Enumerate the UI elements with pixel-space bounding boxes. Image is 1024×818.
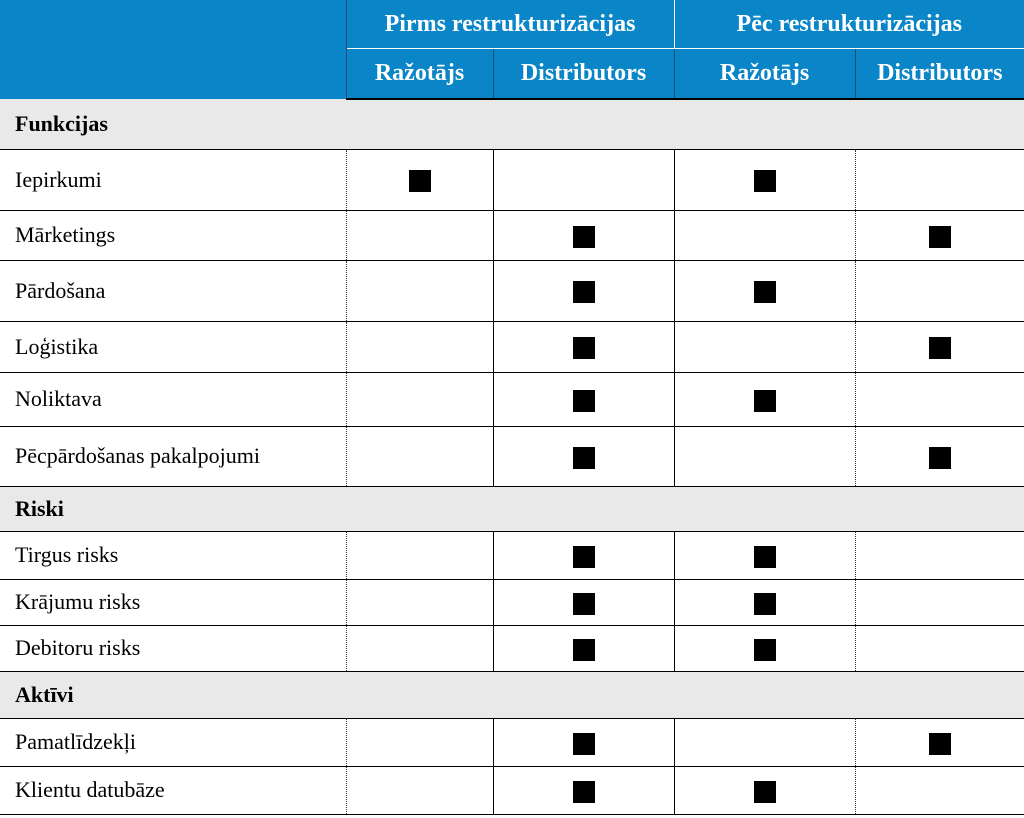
row-label: Klientu datubāze [0,766,346,814]
section-row-assets [0,671,1024,718]
table-row [0,531,1024,579]
section-row-risks [0,486,1024,531]
table-row [0,718,1024,766]
header-group-before: Pirms restrukturizācijas [346,0,674,49]
mark-icon [573,226,595,248]
mark-icon [754,390,776,412]
mark-icon [754,781,776,803]
mark-icon [754,546,776,568]
table-row [0,579,1024,625]
mark-icon [573,337,595,359]
header-before-manufacturer: Ražotājs [346,49,493,100]
table-row [0,149,1024,210]
table-row [0,372,1024,426]
row-label: Loģistika [0,321,346,372]
row-label: Mārketings [0,210,346,260]
mark-icon [754,639,776,661]
header-before-distributor: Distributors [493,49,674,100]
mark-icon [929,226,951,248]
corner-header-cell [0,0,346,99]
mark-icon [754,170,776,192]
mark-icon [754,593,776,615]
row-label: Tirgus risks [0,531,346,579]
mark-icon [573,546,595,568]
mark-icon [573,781,595,803]
mark-icon [929,447,951,469]
mark-icon [929,337,951,359]
table-row [0,625,1024,671]
table-row [0,766,1024,814]
section-title: Riski [0,486,1024,531]
row-label: Pēcpārdošanas pakalpojumi [0,426,346,486]
header-group-after: Pēc restrukturizācijas [674,0,1024,49]
mark-icon [409,170,431,192]
mark-icon [573,281,595,303]
table-row [0,260,1024,321]
row-label: Pamatlīdzekļi [0,718,346,766]
header-after-manufacturer: Ražotājs [674,49,855,100]
mark-icon [929,733,951,755]
table-row [0,426,1024,486]
row-label: Debitoru risks [0,625,346,671]
mark-icon [573,639,595,661]
mark-icon [573,447,595,469]
section-row-functions [0,99,1024,149]
section-title: Aktīvi [0,671,1024,718]
section-title: Funkcijas [0,99,1024,149]
mark-icon [573,593,595,615]
row-label: Iepirkumi [0,149,346,210]
mark-icon [573,390,595,412]
mark-icon [573,733,595,755]
row-label: Krājumu risks [0,579,346,625]
mark-icon [754,281,776,303]
row-label: Pārdošana [0,260,346,321]
table-row [0,210,1024,260]
table-row [0,321,1024,372]
header-after-distributor: Distributors [855,49,1024,100]
row-label: Noliktava [0,372,346,426]
